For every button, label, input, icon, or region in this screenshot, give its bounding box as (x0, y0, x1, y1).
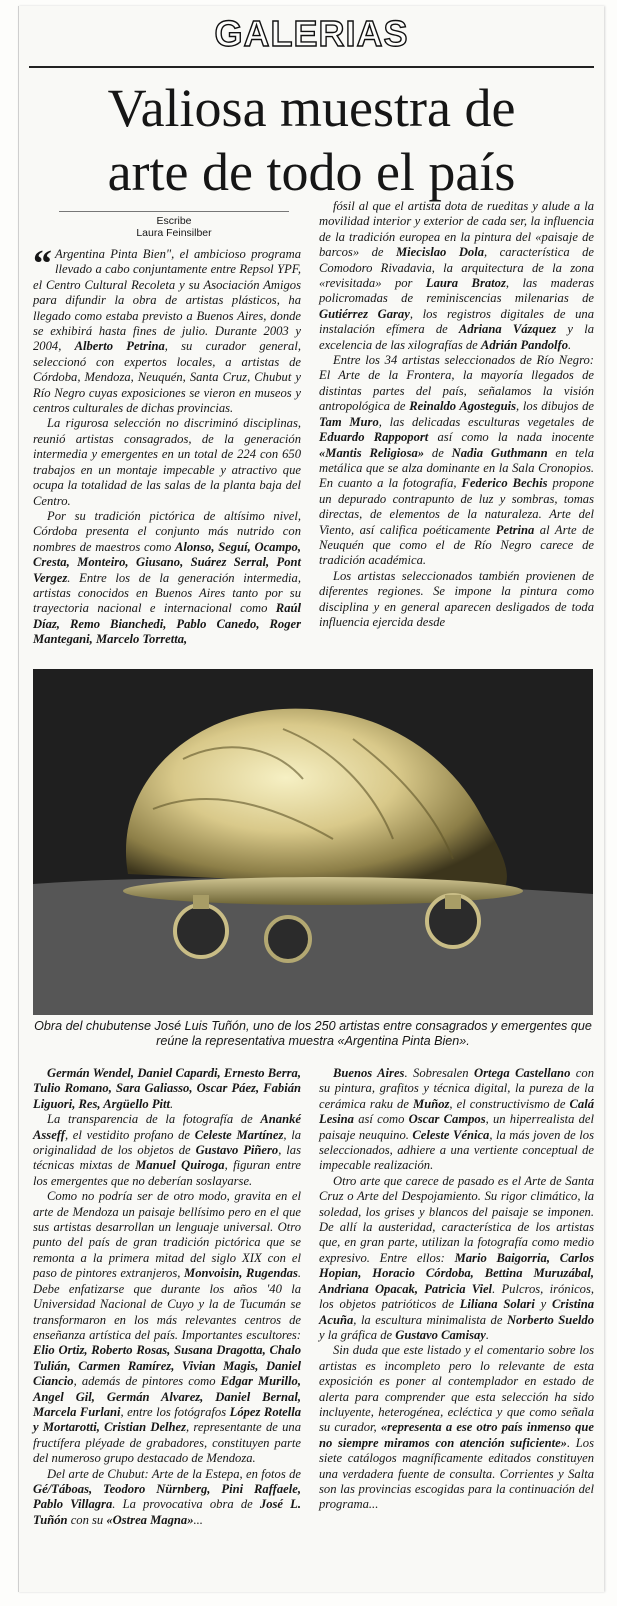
highlighted-name: Calá Lesina (319, 1096, 594, 1127)
column-1 (33, 243, 301, 667)
header-rule (29, 66, 594, 68)
byline-rule (59, 211, 289, 212)
text-run: , además de pintores como (73, 1374, 221, 1389)
highlighted-name: Tam Muro (319, 414, 379, 429)
text-run: , entre los fotógrafos (120, 1404, 230, 1419)
text-run: , los registros digitales de una instalación efímera de (319, 306, 594, 337)
text-run: Otro arte que carece de pasado es el Arte de Santa Cruz o Arte del Despojamiento. Su rigor climático, la soledad, los grises y blancos del paisaje se imponen. De allí la austeridad, característica de los artistas que, en gran parte, utilizan la fotografía como medio expresivo. Entre ellos: (319, 1173, 594, 1265)
highlighted-name: Reinaldo Agosteguis (409, 399, 517, 414)
text-run: , las maderas policromadas de reminiscencias milenarias de (319, 276, 594, 306)
text-run: propone un depurado contrapunto de luz y sombras, tomas directas, de elementos de la naturaleza. Arte del Viento, así califica poéticamente (319, 476, 595, 537)
highlighted-name: «Ostrea Magna» (106, 1512, 194, 1527)
highlighted-name: Cristina Acuña (319, 1297, 595, 1327)
text-run: , las técnicas mixtas de (33, 1143, 301, 1173)
text-run: Sin duda que este listado y el comentario sobre los artistas es incompleto pero lo relevante de esta exposición es poner al contemplador en estado de alerta para comprender que esta selección ha sido incluyente, heterogénea, ecléctica y que como señala su curador, (319, 1343, 594, 1435)
highlighted-name: Ortega Castellano (473, 1066, 571, 1080)
highlighted-name: Adriana Vázquez (458, 322, 557, 337)
highlighted-name: Germán Wendel, Daniel Capardi, Ernesto Berra, Tulio Romano, Sara Galiasso, Oscar Páez, Fabián Liguori, Res, Argüello Pitt (33, 1066, 301, 1111)
col4-paragraph (319, 1066, 594, 1174)
col4-paragraph (319, 1174, 594, 1343)
column-2 (319, 199, 594, 667)
highlighted-name: Miecislao Dola (395, 245, 485, 260)
highlighted-name: Petrina (495, 522, 535, 537)
text-run: , figuran entre los emergentes que no deberían soslayarse. (33, 1158, 301, 1188)
headline-line-1: Valiosa muestra de (107, 78, 516, 138)
text-run: y la excelencia de las xilografías de (319, 322, 595, 352)
text-run: . (170, 1096, 174, 1111)
text-run: . (568, 337, 572, 352)
text-run: , su curador general, seleccionó con expertos locales, a artistas de Córdoba, Mendoza, Neuquén, Santa Cruz, Chubut y Río Negro cuyas exposiciones se vieron en museos y centros culturales de dichas provincias. (33, 339, 301, 416)
text-run: Entre los 34 artistas seleccionados de Río Negro: El Arte de la Frontera, la mayoría llegados de distintas partes del país, señalamos la visión antropológica de (319, 353, 594, 414)
text-run: de (424, 445, 452, 460)
highlighted-name: José L. Tuñón (33, 1497, 301, 1527)
col1-paragraph (33, 243, 301, 416)
text-run: Los artistas seleccionados también provienen de diferentes regiones. Se impone la pintura como disciplina y en general aparecen desligados de toda influencia ejercida desde (319, 568, 594, 629)
highlighted-name: Mario Baigorria, Carlos Hopian, Horacio Córdoba, Bettina Muruzábal, Andriana Opacak, Patricia Viel (319, 1250, 595, 1296)
col2-paragraph (319, 569, 594, 631)
highlighted-name: Oscar Campos (408, 1112, 486, 1127)
text-run: con su pintura, grafitos y técnica digital, la pureza de la cerámica raku de (319, 1066, 594, 1111)
text-run: Argentina Pinta Bien", el ambicioso programa llevado a cabo conjuntamente entre Repsol YPF, el Centro Cultural Recoleta y su Asociación Amigos para difundir la obra de artistas plásticos, ha llegado como estaba previsto a Buenos Aires, donde se exhibirá hasta fines de julio. Durante 2003 y 2004, (33, 247, 301, 354)
text-run: con su (67, 1512, 107, 1527)
highlighted-name: Liliana Solari (459, 1297, 535, 1312)
byline-label: Escribe (156, 215, 192, 227)
text-run: Como no podría ser de otro modo, gravita en el arte de Mendoza un paisaje bellísimo pero en el que sus artistas desarrollan un lenguaje universal. Otro punto del país de gran tradición pictórica que se remonta a la primera mitad del siglo XIX con el paso de pintores extranjeros, (33, 1189, 301, 1281)
text-run: , la más joven de los seleccionados, adhiere a una vertiente conceptual de impecable realización. (319, 1127, 594, 1173)
col3-paragraph (33, 1189, 301, 1466)
text-run: . Los siete catálogos magníficamente editados constituyen una verdadera fuente de consulta. Corrientes y Salta son las provincias escogidas para la continuación del programa... (319, 1435, 594, 1512)
col1-paragraph (33, 509, 301, 648)
text-run: y la gráfica de (319, 1327, 396, 1342)
sculpture-photo (33, 669, 593, 1015)
highlighted-name: Laura Bratoz (425, 276, 506, 291)
text-run: fósil al que el artista dota de rueditas y alude a la movilidad interior y exterior de cada ser, la influencia de la tradición europea en la pintura del «paisaje de barcos» de (319, 199, 594, 260)
byline-author: Laura Feinsilber (136, 227, 212, 239)
text-run: , representante de una fructífera pléyade de grabadores, constituyen parte del numeroso grupo destacado de Mendoza. (33, 1420, 301, 1466)
text-run: así como (353, 1112, 409, 1127)
text-run: La rigurosa selección no discriminó disciplinas, reunió artistas consagrados, de la generación intermedia y emergentes en un total de 224 con 650 trabajos en un montaje impecable y atractivo que ocupa la totalidad de las salas de la planta baja del Centro. (33, 416, 301, 508)
highlighted-name: Celeste Vénica (412, 1127, 490, 1142)
col3-paragraph (33, 1066, 301, 1112)
highlighted-name: Muñoz (413, 1096, 450, 1111)
text-run: así como la nada inocente (428, 430, 594, 445)
highlighted-name: Alberto Petrina (74, 339, 165, 354)
highlighted-name: Gé/Táboas, Teodoro Nürnberg, Pini Raffaele, Pablo Villagra (33, 1481, 301, 1512)
text-run: Por su tradición pictórica de altísimo nivel, Córdoba presenta el conjunto más nutrido con nombres de maestros como (33, 508, 301, 554)
text-run: , el constructivismo de (449, 1096, 570, 1111)
text-run: , característica de Comodoro Rivadavia, la arquitectura de la zona «revisitada» por (319, 245, 594, 291)
section-heading: GALERIAS (214, 13, 409, 54)
col2-paragraph (319, 353, 594, 569)
text-run: , la escultura minimalista de (353, 1312, 507, 1327)
column-4 (319, 1066, 594, 1592)
highlighted-name: Federico Bechis (461, 476, 548, 491)
highlighted-name: Buenos Aires (333, 1066, 405, 1080)
highlighted-name: «Mantis Religiosa» (319, 445, 425, 460)
highlighted-name: «representa a ese otro país inmenso que no siempre miramos con atención suficiente» (319, 1420, 594, 1450)
highlighted-name: López Rotella y Mortarotti, Cristian Delhez (33, 1404, 302, 1435)
text-run: al Arte de Neuquén que como el de Río Negro carece de tradición académica. (319, 522, 594, 568)
text-run: , la originalidad de los objetos de (33, 1127, 302, 1158)
highlighted-name: Ananké Asseff (33, 1112, 301, 1142)
sculpture-image (33, 669, 593, 1015)
text-run: Del arte de Chubut: Arte de la Estepa, en fotos de (47, 1466, 301, 1481)
highlighted-name: Edgar Murillo, Angel Gil, Germán Alvarez, Daniel Bernal, Marcela Furlani (33, 1374, 301, 1419)
text-run: , el vestidito profano de (64, 1127, 195, 1142)
text-run: La transparencia de la fotografía de (47, 1112, 261, 1127)
text-run: . Pulcros, irónicos, los objetos patrióticos de (319, 1281, 595, 1312)
col3-paragraph (33, 1112, 301, 1189)
headline-line-2: arte de todo el país (107, 142, 516, 202)
highlighted-name: Gutiérrez Garay (319, 306, 410, 321)
highlighted-name: Elio Ortiz, Roberto Rosas, Susana Dragotta, Chalo Tulián, Carmen Ramírez, Vivian Magis, Daniel Ciancio (33, 1343, 301, 1389)
highlighted-name: Gustavo Piñero (195, 1143, 279, 1158)
highlighted-name: Manuel Quiroga (135, 1158, 225, 1173)
photo-caption: Obra del chubutense José Luis Tuñón, uno de los 250 artistas entre consagrados y emergentes que reúne la representativa muestra «Argentina Pinta Bien». (34, 1019, 592, 1048)
highlighted-name: Celeste Martínez (194, 1127, 284, 1142)
highlighted-name: Alonso, Seguí, Ocampo, Cresta, Monteiro, Giusano, Suárez Serral, Pont Vergez (33, 539, 301, 585)
text-run: . Debe enfatizarse que durante los años '40 la Universidad Nacional de Cuyo y la de Tucumán se transformaron en los más relevantes centros de enseñanza artística del país. Importantes escultores: (33, 1266, 301, 1342)
opening-quote-mark: “ (33, 243, 52, 285)
text-run: ... (193, 1512, 203, 1527)
highlighted-name: Monvoisin, Rugendas (184, 1266, 298, 1281)
text-run: . (485, 1327, 490, 1342)
column-3 (33, 1066, 301, 1592)
highlighted-name: Eduardo Rappoport (319, 430, 429, 445)
highlighted-name: Gustavo Camisay (395, 1327, 486, 1342)
col2-paragraph (319, 199, 594, 353)
text-run: , los dibujos de (516, 399, 594, 414)
article-headline (29, 76, 594, 204)
text-run: , las delicadas esculturas vegetales de (378, 414, 594, 429)
newspaper-page (18, 6, 604, 1592)
col3-paragraph (33, 1467, 301, 1529)
highlighted-name: Adrián Pandolfo (480, 337, 569, 352)
text-run: y (534, 1297, 553, 1312)
highlighted-name: Norberto Sueldo (506, 1312, 594, 1327)
text-run: , un hiperrealista del paisaje neuquino. (319, 1112, 595, 1142)
text-run: en tela metálica que se alza dominante en la Sala Cronopios. En cuanto a la fotografía, (319, 445, 595, 491)
highlighted-name: Nadia Guthmann (451, 445, 548, 460)
text-run: . La provocativa obra de (112, 1497, 260, 1512)
text-run: . Sobresalen (404, 1066, 474, 1080)
byline (59, 215, 289, 239)
highlighted-name: Raúl Díaz, Remo Bianchedi, Pablo Canedo, Roger Mantegani, Marcelo Torretta, (33, 601, 301, 647)
col4-paragraph (319, 1343, 594, 1512)
text-run: . Entre los de la generación intermedia, artistas conocidos en Buenos Aires tanto por su trayectoria nacional e internacional como (33, 570, 301, 616)
col1-paragraph (33, 416, 301, 508)
